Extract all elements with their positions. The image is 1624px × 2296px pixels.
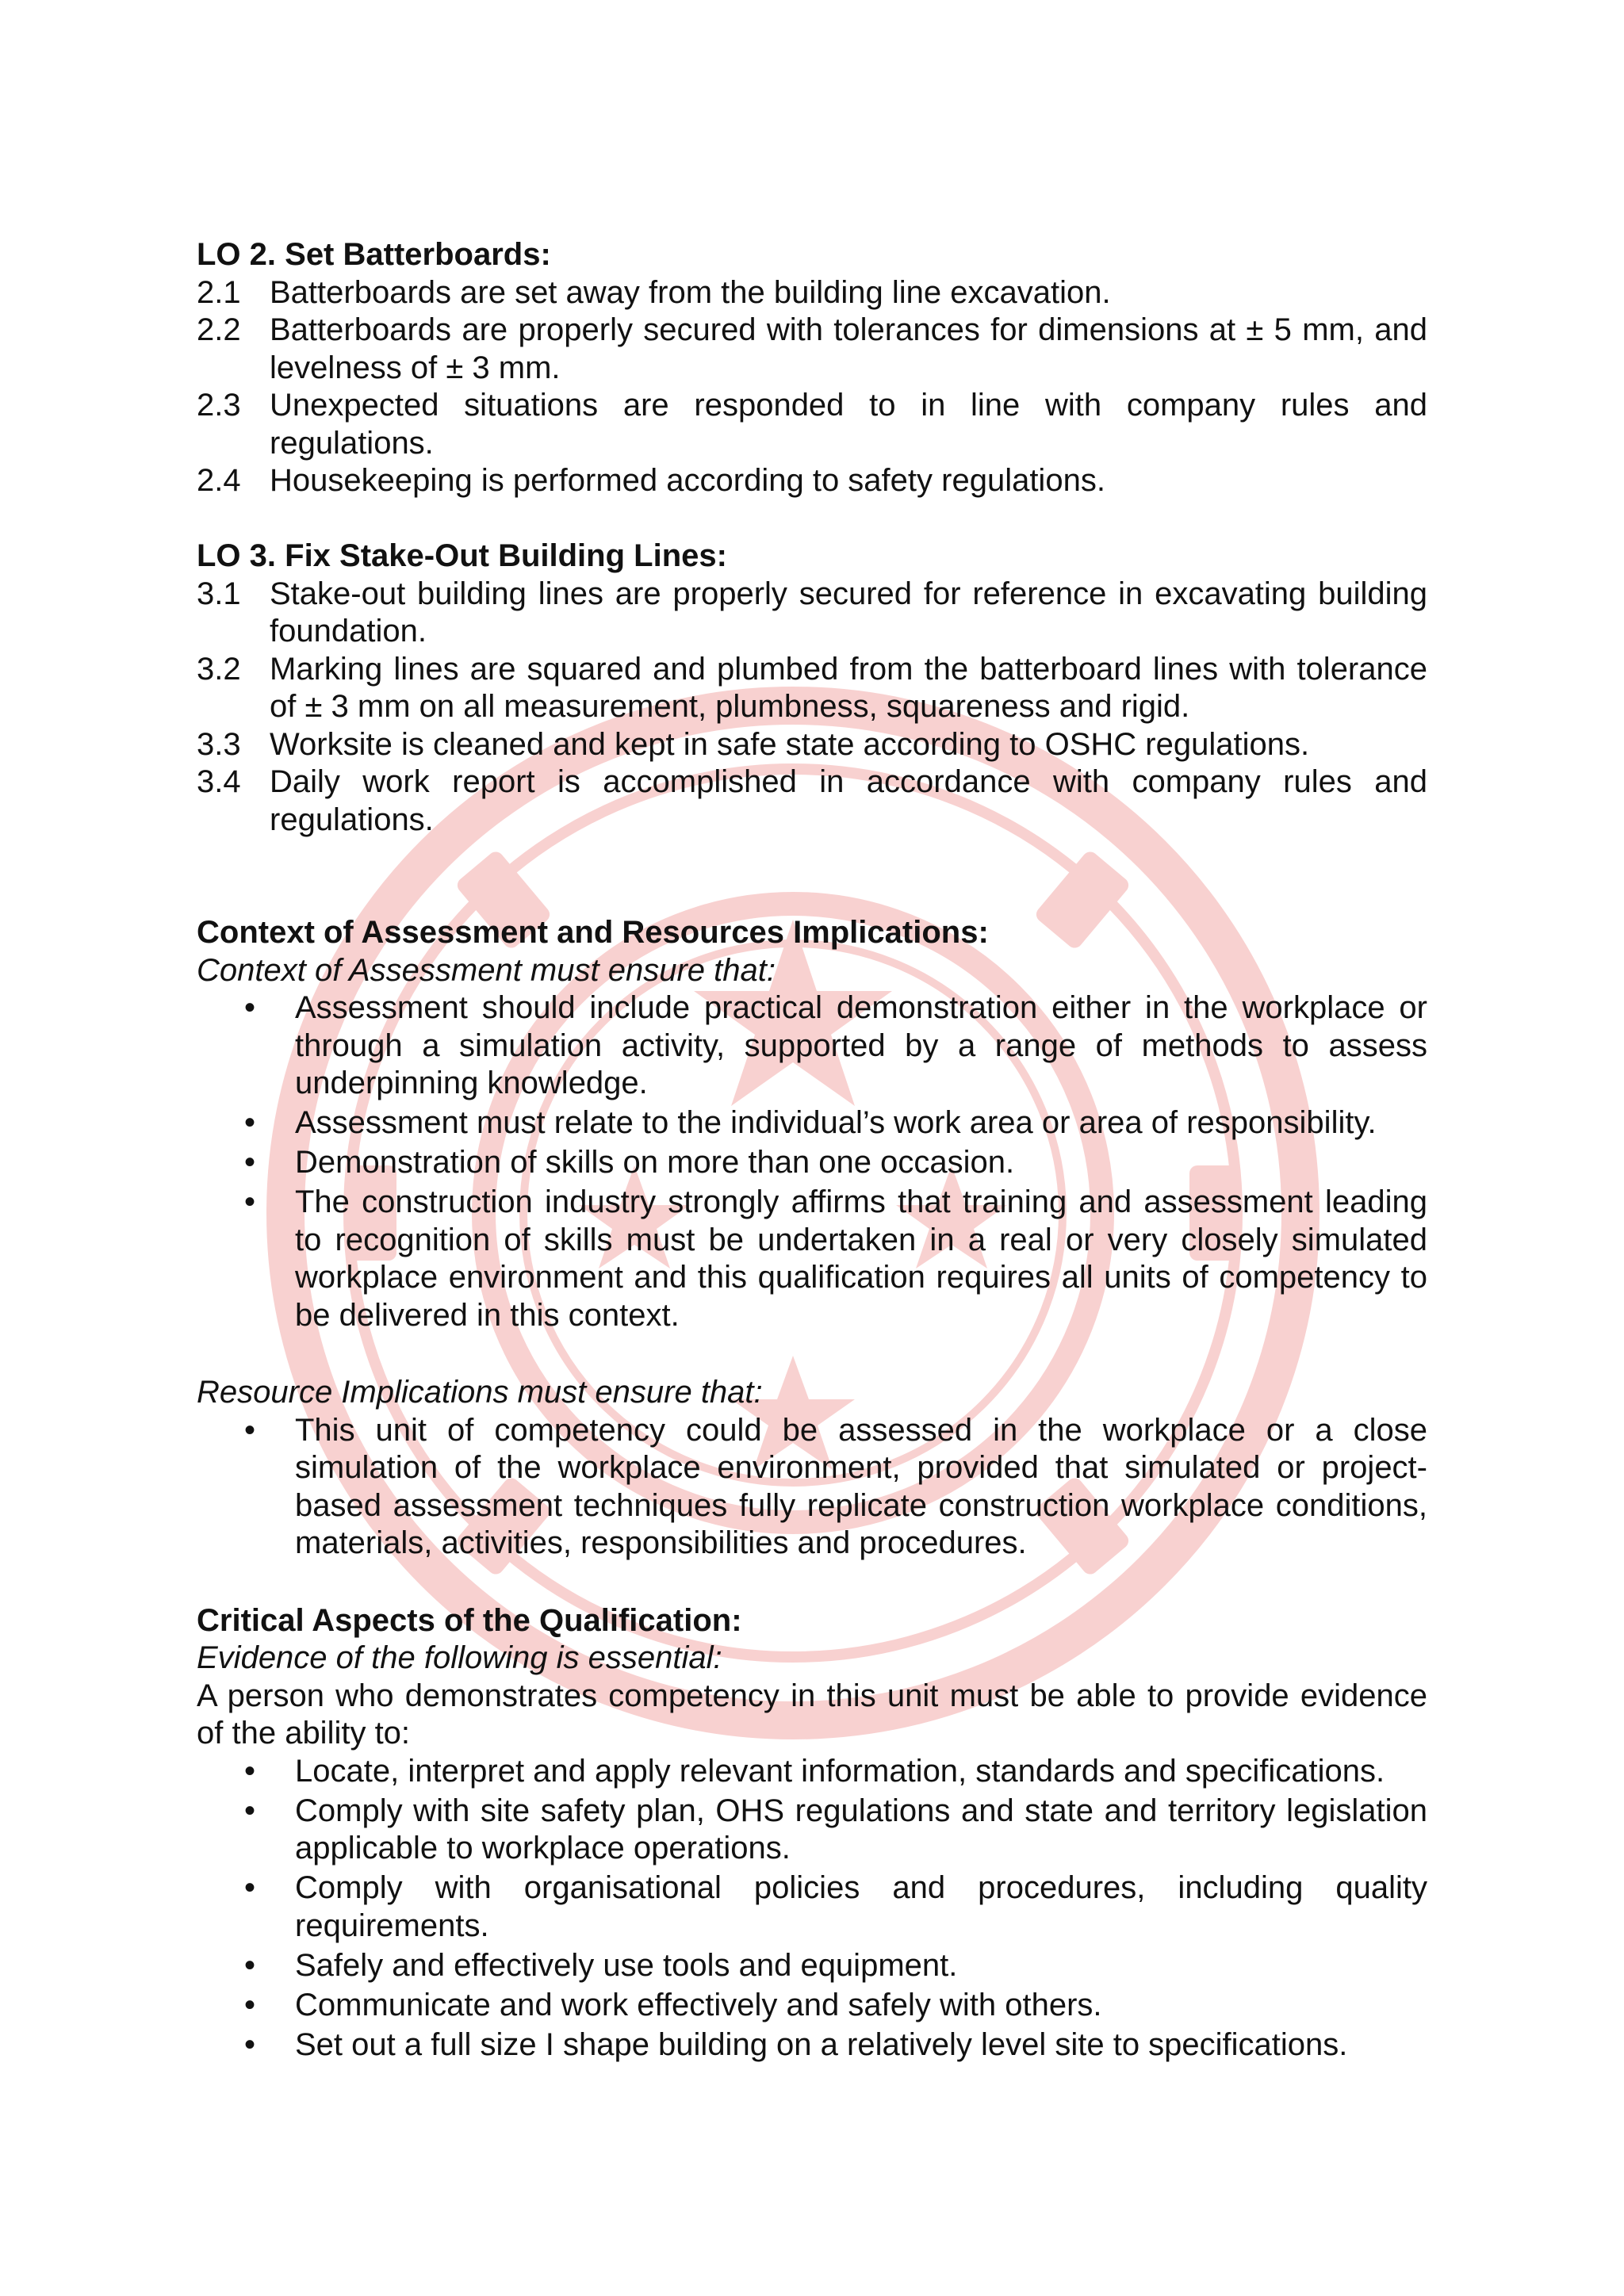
list-item: • Safely and effectively use tools and equipment. <box>295 1947 1427 1985</box>
list-item: • Comply with site safety plan, OHS regulations and state and territory legislation applicable to workplace operations. <box>295 1793 1427 1868</box>
list-item: • This unit of competency could be assessed in the workplace or a close simulation of the workplace environment, provided that simulated or project-based assessment techniques fully replicate construction workplace conditions, materials, activities, responsibilities and procedures. <box>295 1412 1427 1563</box>
list-item: • Demonstration of skills on more than one occasion. <box>295 1144 1427 1182</box>
critical-intro: A person who demonstrates competency in this unit must be able to provide evidence of the ability to: <box>197 1678 1427 1751</box>
list-item: • The construction industry strongly affirms that training and assessment leading to recognition of skills must be undertaken in a real or very closely simulated workplace environment and this qualification requires all units of competency to be delivered in this context. <box>295 1184 1427 1334</box>
context-heading: Context of Assessment and Resources Implications: <box>197 915 989 950</box>
list-item: • Assessment must relate to the individual’s work area or area of responsibility. <box>295 1104 1427 1142</box>
context-subtitle: Context of Assessment must ensure that: <box>197 952 776 988</box>
lo3-heading: LO 3. Fix Stake-Out Building Lines: <box>197 538 727 573</box>
lo2-heading: LO 2. Set Batterboards: <box>197 237 551 272</box>
lo2-list <box>197 274 1427 500</box>
lo3-list <box>197 576 1427 840</box>
list-item: 3.4 Daily work report is accomplished in accordance with company rules and regulations. <box>197 764 1427 837</box>
list-item: 2.4 Housekeeping is performed according to safety regulations. <box>197 463 1105 498</box>
list-item: 2.3 Unexpected situations are responded to in line with company rules and regulations. <box>197 388 1427 461</box>
list-item: • Assessment should include practical demonstration either in the workplace or through a simulation activity, supported by a range of methods to assess underpinning knowledge. <box>295 989 1427 1103</box>
critical-subtitle: Evidence of the following is essential: <box>197 1640 722 1675</box>
list-item: • Locate, interpret and apply relevant information, standards and specifications. <box>295 1753 1427 1791</box>
resource-subtitle: Resource Implications must ensure that: <box>197 1375 763 1410</box>
document-page <box>197 236 1427 2066</box>
list-item: 2.2 Batterboards are properly secured with tolerances for dimensions at ± 5 mm, and levelness of ± 3 mm. <box>197 312 1427 385</box>
context-bullets <box>197 989 1427 1334</box>
list-item: 3.3 Worksite is cleaned and kept in safe state according to OSHC regulations. <box>197 726 1310 762</box>
critical-heading: Critical Aspects of the Qualification: <box>197 1602 742 1638</box>
list-item: • Comply with organisational policies and procedures, including quality requirements. <box>295 1869 1427 1945</box>
list-item: 3.2 Marking lines are squared and plumbed from the batterboard lines with tolerance of ± 3 mm on all measurement, plumbness, squareness and rigid. <box>197 651 1427 724</box>
list-item: • Communicate and work effectively and safely with others. <box>295 1987 1427 2025</box>
list-item: 3.1 Stake-out building lines are properly secured for reference in excavating building foundation. <box>197 576 1427 649</box>
critical-bullets <box>197 1753 1427 2064</box>
list-item: • Set out a full size I shape building on a relatively level site to specifications. <box>295 2026 1427 2064</box>
resource-bullets <box>197 1412 1427 1563</box>
list-item: 2.1 Batterboards are set away from the building line excavation. <box>197 274 1111 310</box>
